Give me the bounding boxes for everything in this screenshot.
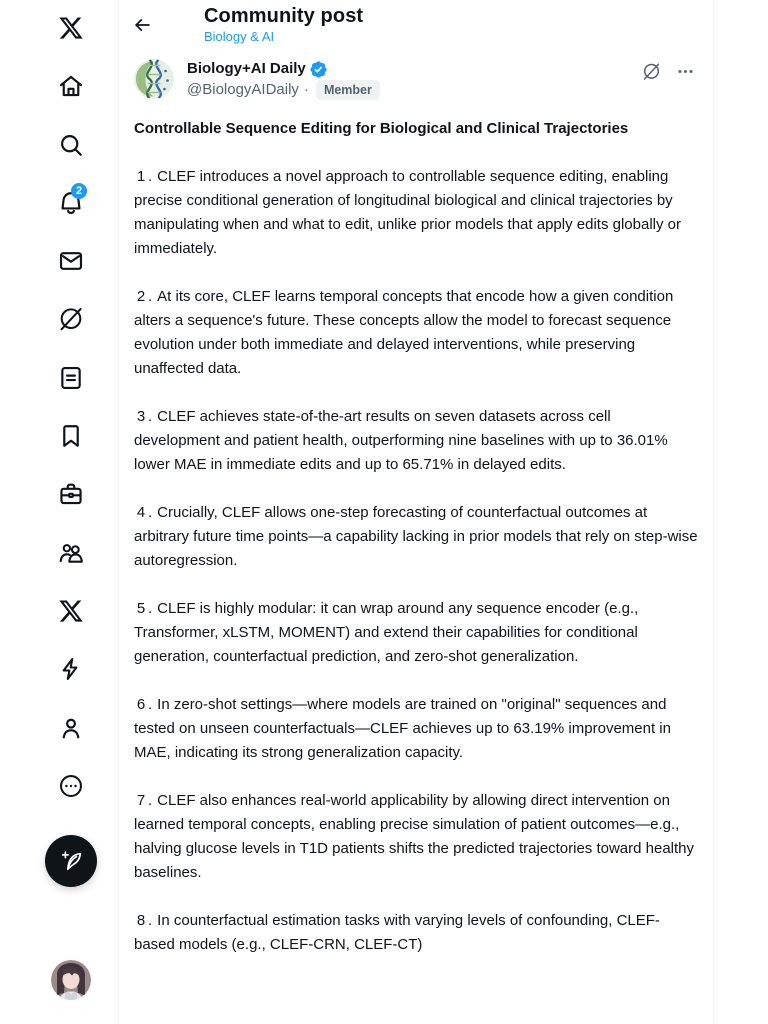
back-arrow-icon — [132, 15, 152, 35]
lists-icon — [58, 365, 84, 391]
post-author-avatar[interactable] — [134, 59, 174, 99]
paragraph-text: CLEF achieves state-of-the-art results on seven datasets across cell development and patient health, outperforming nine baselines with up to 36.01% lower MAE in immediate edits and up to 65.71% in delayed edits. — [134, 408, 668, 473]
sidebar-item-premium[interactable] — [45, 585, 97, 637]
paragraph-number: 8 — [136, 912, 146, 929]
compose-button[interactable] — [45, 835, 97, 887]
home-icon — [58, 73, 84, 99]
post-paragraph: 7 . CLEF also enhances real-world applicability by allowing direct intervention on learned temporal concepts, enabling precise simulation of patient outcomes—e.g., halving glucose levels in T1D patients shifts the predicted trajectories toward healthy baselines. — [134, 789, 698, 885]
page-header — [119, 0, 713, 47]
sidebar-item-profile[interactable] — [45, 702, 97, 754]
post-paragraph: 1 . CLEF introduces a novel approach to controllable sequence editing, enabling precise conditional generation of longitudinal biological and clinical trajectories by manipulating when and what to edit, unlike prior models that apply edits globally or immediately. — [134, 165, 698, 261]
post-paragraph: 5 . CLEF is highly modular: it can wrap around any sequence encoder (e.g., Transformer, xLSTM, MOMENT) and extend their capabilities for conditional generation, counterfactual prediction, and zero-shot generalization. — [134, 597, 698, 669]
paragraph-number: 7 — [136, 792, 146, 809]
post — [119, 47, 713, 957]
post-paragraph: 2 . At its core, CLEF learns temporal concepts that encode how a given condition alters a sequence's future. These concepts allow the model to forecast sequence evolution under both immediate and delayed interventions, while preserving unaffected data. — [134, 285, 698, 381]
sidebar-item-more[interactable] — [45, 760, 97, 812]
premium-x-icon — [58, 598, 84, 624]
paragraph-number: 5 — [136, 600, 146, 617]
main-column — [118, 0, 714, 1024]
sidebar-item-home[interactable] — [45, 60, 97, 112]
sidebar-item-jobs[interactable] — [45, 468, 97, 520]
sidebar-item-explore[interactable] — [45, 119, 97, 171]
paragraph-number: 1 — [136, 168, 146, 185]
sidebar-item-lists[interactable] — [45, 352, 97, 404]
paragraph-text: In zero-shot settings—where models are trained on "original" sequences and tested on unseen counterfactuals—CLEF achieves up to 63.19% improvement in MAE, indicating its strong generalization capacity. — [134, 696, 671, 761]
user-avatar[interactable] — [51, 960, 91, 1000]
author-name[interactable]: Biology+AI Daily — [187, 60, 306, 77]
sidebar-nav — [45, 2, 97, 812]
member-badge[interactable]: Member — [316, 80, 380, 100]
paragraph-number: 6 — [136, 696, 146, 713]
post-author-row — [119, 47, 713, 100]
communities-icon — [58, 540, 84, 566]
post-title: Controllable Sequence Editing for Biological and Clinical Trajectories — [134, 120, 629, 137]
back-button[interactable] — [124, 7, 160, 43]
post-actions — [642, 59, 695, 81]
grok-actions-button[interactable] — [642, 62, 661, 81]
paragraph-text: At its core, CLEF learns temporal concepts that encode how a given condition alters a sequence's future. These concepts allow the model to forecast sequence evolution under both immediate and delayed interventions, while preserving unaffected data. — [134, 288, 674, 377]
paragraph-number: 4 — [136, 504, 146, 521]
sidebar-item-bookmarks[interactable] — [45, 410, 97, 462]
messages-envelope-icon — [58, 248, 84, 274]
sidebar-item-verified-orgs[interactable] — [45, 643, 97, 695]
sidebar-item-x-home-logo[interactable] — [45, 2, 97, 54]
more-circle-icon — [58, 773, 84, 799]
author-meta — [187, 59, 642, 100]
grok-actions-icon — [642, 62, 661, 81]
paragraph-number: 3 — [136, 408, 146, 425]
user-avatar-image — [51, 960, 91, 1000]
sidebar-item-notifications[interactable] — [45, 177, 97, 229]
community-link[interactable]: Biology & AI — [204, 29, 275, 44]
paragraph-number: 2 — [136, 288, 146, 305]
sidebar — [0, 0, 118, 1024]
post-body — [119, 100, 713, 957]
compose-feather-plus-icon — [59, 849, 83, 873]
x-logo-icon — [58, 15, 84, 41]
post-paragraph: 4 . Crucially, CLEF allows one-step forecasting of counterfactual outcomes at arbitrary future time points—a capability lacking in prior models that rely on step-wise autoregression. — [134, 501, 698, 573]
verified-orgs-lightning-icon — [58, 656, 84, 682]
search-icon — [58, 132, 84, 158]
paragraph-text: CLEF introduces a novel approach to controllable sequence editing, enabling precise conditional generation of longitudinal biological and clinical trajectories by manipulating when and what to edit, unlike prior models that apply edits globally or immediately. — [134, 168, 681, 257]
page-title: Community post — [204, 5, 364, 27]
sidebar-item-grok[interactable] — [45, 293, 97, 345]
notification-badge: 2 — [71, 183, 87, 199]
paragraph-text: In counterfactual estimation tasks with varying levels of confounding, CLEF-based models (e.g., CLEF-CRN, CLEF-CT) — [134, 912, 660, 953]
more-horizontal-icon — [676, 62, 695, 81]
paragraph-text: Crucially, CLEF allows one-step forecasting of counterfactual outcomes at arbitrary future time points—a capability lacking in prior models that rely on step-wise autoregression. — [134, 504, 698, 569]
jobs-briefcase-icon — [58, 481, 84, 507]
sidebar-item-messages[interactable] — [45, 235, 97, 287]
handle-separator: · — [303, 81, 309, 98]
post-author-avatar-image — [134, 59, 174, 99]
verified-badge-icon — [309, 60, 328, 79]
author-handle[interactable]: @BiologyAIDaily — [187, 81, 299, 98]
paragraph-text: CLEF also enhances real-world applicability by allowing direct intervention on learned temporal concepts, enabling precise simulation of patient outcomes—e.g., halving glucose levels in T1D patients shifts the predicted trajectories toward healthy baselines. — [134, 792, 695, 881]
more-options-button[interactable] — [676, 62, 695, 81]
profile-icon — [58, 715, 84, 741]
post-paragraphs — [134, 165, 698, 957]
post-paragraph: 3 . CLEF achieves state-of-the-art results on seven datasets across cell development and patient health, outperforming nine baselines with up to 36.01% lower MAE in immediate edits and up to 65.71% in delayed edits. — [134, 405, 698, 477]
post-paragraph: 6 . In zero-shot settings—where models are trained on "original" sequences and tested on unseen counterfactuals—CLEF achieves up to 63.19% improvement in MAE, indicating its strong generalization capacity. — [134, 693, 698, 765]
right-gutter — [714, 0, 768, 1024]
post-paragraph: 8 . In counterfactual estimation tasks with varying levels of confounding, CLEF-based models (e.g., CLEF-CRN, CLEF-CT) — [134, 909, 698, 957]
paragraph-text: CLEF is highly modular: it can wrap around any sequence encoder (e.g., Transformer, xLSTM, MOMENT) and extend their capabilities for conditional generation, counterfactual prediction, and zero-shot generalization. — [134, 600, 639, 665]
sidebar-item-communities[interactable] — [45, 527, 97, 579]
grok-icon — [58, 306, 84, 332]
bookmarks-icon — [58, 423, 84, 449]
